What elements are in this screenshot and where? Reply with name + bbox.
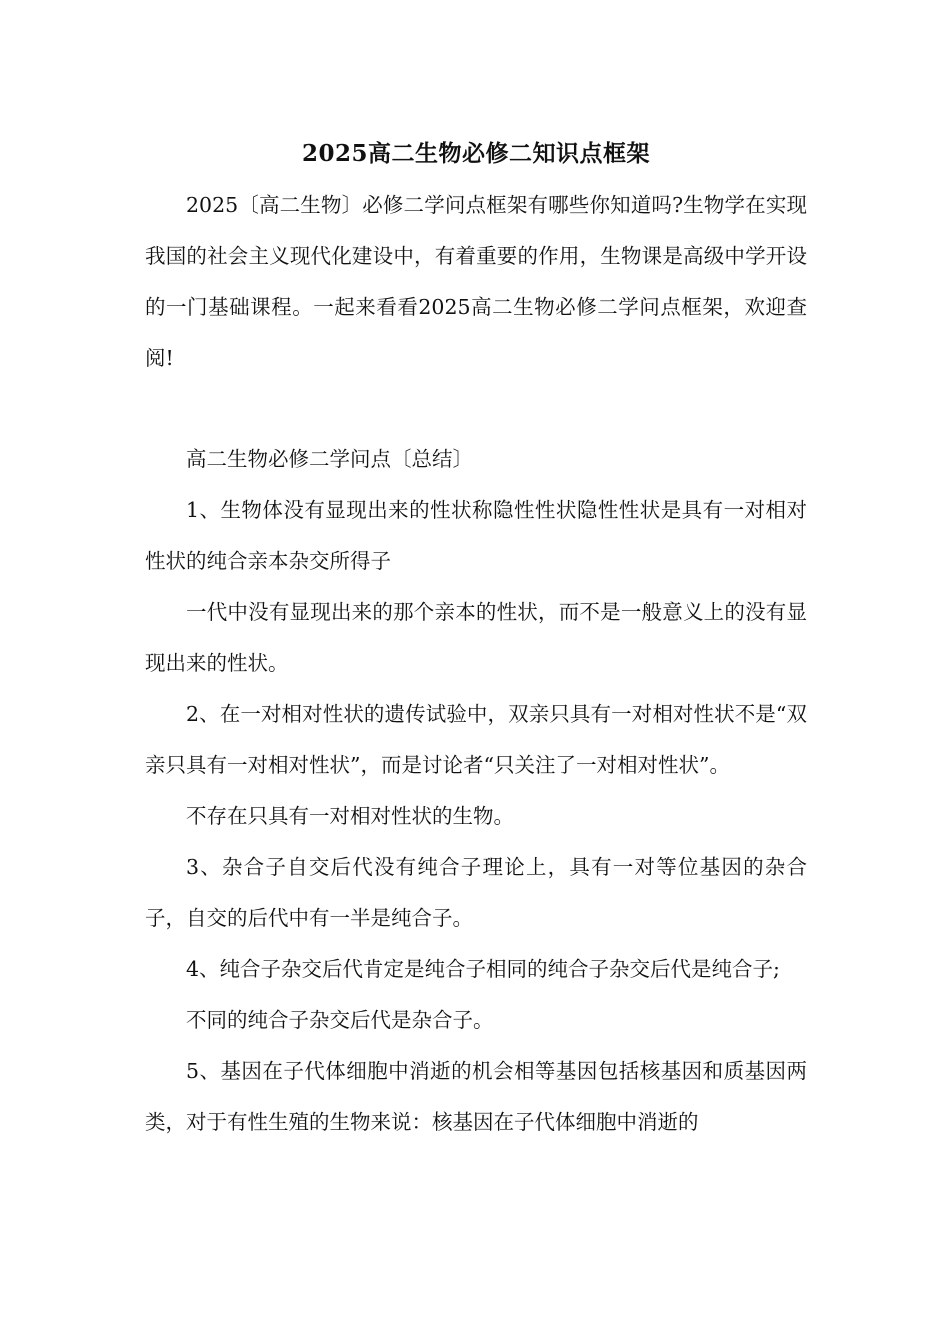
section-heading: 高二生物必修二学问点〔总结〕: [186, 447, 473, 471]
paragraph-8: 5、基因在子代体细胞中消逝的机会相等基因包括核基因和质基因两类，对于有性生殖的生物来说：核基因在子代体细胞中消逝的: [145, 1059, 807, 1134]
paragraph-6: 4、纯合子杂交后代肯定是纯合子相同的纯合子杂交后代是纯合子;: [186, 957, 780, 981]
section-spacer: [145, 384, 807, 434]
intro-paragraph: 2025〔高二生物〕必修二学问点框架有哪些你知道吗?生物学在实现我国的社会主义现代化建设中，有着重要的作用，生物课是高级中学开设的一门基础课程。一起来看看2025高二生物必修二学问点框架，欢迎查阅!: [145, 193, 807, 370]
paragraph-5: 3、杂合子自交后代没有纯合子理论上，具有一对等位基因的杂合子，自交的后代中有一半是纯合子。: [145, 855, 807, 930]
paragraph-3: 2、在一对相对性状的遗传试验中，双亲只具有一对相对性状不是“双亲只具有一对相对性状”，而是讨论者“只关注了一对相对性状”。: [145, 702, 807, 777]
paragraph-7: 不同的纯合子杂交后代是杂合子。: [186, 1008, 494, 1032]
paragraph-4: 不存在只具有一对相对性状的生物。: [186, 804, 514, 828]
document-body: [145, 130, 807, 1148]
paragraph-1: 1、生物体没有显现出来的性状称隐性性状隐性性状是具有一对相对性状的纯合亲本杂交所得子: [145, 498, 807, 573]
document-title: 2025高二生物必修二知识点框架: [301, 140, 650, 167]
paragraph-2: 一代中没有显现出来的那个亲本的性状，而不是一般意义上的没有显现出来的性状。: [145, 600, 807, 675]
